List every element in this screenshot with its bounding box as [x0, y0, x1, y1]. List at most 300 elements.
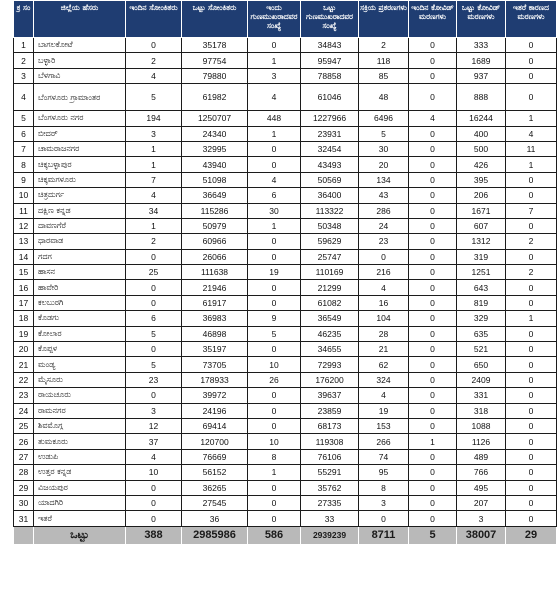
total-deaths-cell: 1689 [457, 53, 506, 68]
other-deaths-cell: 1 [506, 157, 557, 172]
total-deaths-cell: 643 [457, 280, 506, 295]
other-deaths-cell: 0 [506, 68, 557, 83]
other-deaths-cell: 0 [506, 449, 557, 464]
total-deaths-cell: 937 [457, 68, 506, 83]
other-deaths-cell: 0 [506, 249, 557, 264]
total-deaths-cell: 329 [457, 311, 506, 326]
today-infected-cell: 5 [126, 357, 182, 372]
total-deaths-cell: 521 [457, 342, 506, 357]
total-recovered-cell: 76106 [301, 449, 359, 464]
total-district-name-cell: ಒಟ್ಟು [34, 526, 126, 544]
other-deaths-cell: 2 [506, 234, 557, 249]
total-deaths-cell: 766 [457, 465, 506, 480]
other-deaths-cell: 11 [506, 141, 557, 156]
active-cases-cell: 286 [359, 203, 409, 218]
table-row [14, 295, 557, 310]
total-infected-cell: 76669 [182, 449, 248, 464]
total-infected-cell: 73705 [182, 357, 248, 372]
header-active-cases: ಸಕ್ರಿಯ ಪ್ರಕರಣಗಳು [359, 1, 409, 38]
table-row [14, 84, 557, 111]
district-name-cell: ಗದಗ [34, 249, 126, 264]
today-infected-cell: 0 [126, 342, 182, 357]
today-recovered-cell: 0 [248, 418, 301, 433]
today-infected-cell: 0 [126, 249, 182, 264]
today-deaths-cell: 0 [409, 403, 457, 418]
serial-cell: 29 [14, 480, 34, 495]
total-recovered-cell: 119308 [301, 434, 359, 449]
table-row [14, 203, 557, 218]
other-deaths-cell: 0 [506, 495, 557, 510]
today-deaths-cell: 0 [409, 203, 457, 218]
total-infected-cell: 46898 [182, 326, 248, 341]
total-infected-cell: 39972 [182, 388, 248, 403]
total-infected-cell: 60966 [182, 234, 248, 249]
active-cases-cell: 153 [359, 418, 409, 433]
today-recovered-cell: 0 [248, 495, 301, 510]
total-infected-cell: 43940 [182, 157, 248, 172]
total-recovered-cell: 110169 [301, 265, 359, 280]
today-deaths-cell: 0 [409, 280, 457, 295]
other-deaths-cell: 0 [506, 53, 557, 68]
table-row [14, 342, 557, 357]
district-name-cell: ಬೆಳಗಾವಿ [34, 68, 126, 83]
other-deaths-cell: 0 [506, 418, 557, 433]
active-cases-cell: 43 [359, 188, 409, 203]
other-deaths-cell: 0 [506, 434, 557, 449]
today-infected-cell: 3 [126, 403, 182, 418]
total-deaths-cell: 607 [457, 218, 506, 233]
serial-cell: 15 [14, 265, 34, 280]
today-deaths-cell: 0 [409, 418, 457, 433]
total-recovered-cell: 25747 [301, 249, 359, 264]
today-infected-cell: 7 [126, 172, 182, 187]
table-row [14, 53, 557, 68]
header-today-deaths: ಇಂದಿನ ಕೋವಿಡ್ ಮರಣಗಳು [409, 1, 457, 38]
total-recovered-cell: 34843 [301, 38, 359, 53]
today-deaths-cell: 0 [409, 511, 457, 526]
today-recovered-cell: 0 [248, 234, 301, 249]
table-row [14, 403, 557, 418]
district-name-cell: ಯಾದಗಿರಿ [34, 495, 126, 510]
total-infected-cell: 36983 [182, 311, 248, 326]
total-recovered-cell: 72993 [301, 357, 359, 372]
total-recovered-cell: 23859 [301, 403, 359, 418]
serial-cell: 26 [14, 434, 34, 449]
other-deaths-cell: 0 [506, 480, 557, 495]
serial-cell: 16 [14, 280, 34, 295]
district-name-cell: ಕೊಪ್ಪಳ [34, 342, 126, 357]
total-infected-cell: 35178 [182, 38, 248, 53]
total-deaths-cell: 318 [457, 403, 506, 418]
today-infected-cell: 0 [126, 295, 182, 310]
today-recovered-cell: 0 [248, 249, 301, 264]
today-recovered-cell: 0 [248, 280, 301, 295]
today-infected-cell: 4 [126, 68, 182, 83]
district-name-cell: ಧಾರವಾಡ [34, 234, 126, 249]
serial-cell: 23 [14, 388, 34, 403]
total-recovered-cell: 39637 [301, 388, 359, 403]
district-covid-table-frame [13, 0, 549, 600]
table-row [14, 511, 557, 526]
serial-cell: 28 [14, 465, 34, 480]
total-infected-cell: 27545 [182, 495, 248, 510]
today-infected-cell: 23 [126, 372, 182, 387]
today-infected-cell: 3 [126, 126, 182, 141]
district-name-cell: ವಿಜಯಪುರ [34, 480, 126, 495]
today-infected-cell: 0 [126, 280, 182, 295]
active-cases-cell: 24 [359, 218, 409, 233]
today-deaths-cell: 0 [409, 249, 457, 264]
active-cases-cell: 95 [359, 465, 409, 480]
active-cases-cell: 28 [359, 326, 409, 341]
other-deaths-cell: 4 [506, 126, 557, 141]
active-cases-cell: 21 [359, 342, 409, 357]
total-recovered-cell: 68173 [301, 418, 359, 433]
serial-cell: 10 [14, 188, 34, 203]
table-row [14, 326, 557, 341]
total-deaths-cell: 650 [457, 357, 506, 372]
total-deaths-cell: 1251 [457, 265, 506, 280]
header-row [14, 1, 557, 38]
total-deaths-cell: 1126 [457, 434, 506, 449]
total-recovered-cell: 61046 [301, 84, 359, 111]
table-row [14, 418, 557, 433]
total-deaths-cell: 2409 [457, 372, 506, 387]
today-deaths-cell: 0 [409, 465, 457, 480]
district-name-cell: ಹಾಸನ [34, 265, 126, 280]
total-infected-cell: 36265 [182, 480, 248, 495]
total-infected-cell: 120700 [182, 434, 248, 449]
today-recovered-cell: 0 [248, 480, 301, 495]
active-cases-cell: 104 [359, 311, 409, 326]
total-deaths-cell: 16244 [457, 111, 506, 126]
other-deaths-cell: 0 [506, 403, 557, 418]
total-recovered-cell: 50569 [301, 172, 359, 187]
today-infected-cell: 6 [126, 311, 182, 326]
total-recovered-cell: 46235 [301, 326, 359, 341]
total-recovered-cell: 55291 [301, 465, 359, 480]
serial-cell: 20 [14, 342, 34, 357]
header-total-recovered: ಒಟ್ಟು ಗುಣಮುಖರಾದವರ ಸಂಖ್ಯೆ [301, 1, 359, 38]
total-active-cases-cell: 8711 [359, 526, 409, 544]
active-cases-cell: 0 [359, 249, 409, 264]
active-cases-cell: 6496 [359, 111, 409, 126]
today-recovered-cell: 4 [248, 172, 301, 187]
other-deaths-cell: 0 [506, 465, 557, 480]
today-recovered-cell: 9 [248, 311, 301, 326]
serial-cell: 18 [14, 311, 34, 326]
active-cases-cell: 266 [359, 434, 409, 449]
total-infected-cell: 24196 [182, 403, 248, 418]
total-infected-cell: 35197 [182, 342, 248, 357]
today-recovered-cell: 3 [248, 68, 301, 83]
serial-cell: 1 [14, 38, 34, 53]
active-cases-cell: 118 [359, 53, 409, 68]
district-name-cell: ಬೀದರ್ [34, 126, 126, 141]
serial-cell: 2 [14, 53, 34, 68]
table-row [14, 449, 557, 464]
district-name-cell: ಕೊಡಗು [34, 311, 126, 326]
other-deaths-cell: 1 [506, 311, 557, 326]
serial-cell: 13 [14, 234, 34, 249]
district-name-cell: ಬೆಂಗಳೂರು ನಗರ [34, 111, 126, 126]
total-deaths-cell: 3 [457, 511, 506, 526]
district-name-cell: ಉತ್ತರ ಕನ್ನಡ [34, 465, 126, 480]
table-row [14, 372, 557, 387]
today-infected-cell: 25 [126, 265, 182, 280]
total-total-deaths-cell: 38007 [457, 526, 506, 544]
total-infected-cell: 36649 [182, 188, 248, 203]
today-infected-cell: 12 [126, 418, 182, 433]
today-infected-cell: 2 [126, 53, 182, 68]
today-deaths-cell: 0 [409, 265, 457, 280]
total-other-deaths-cell: 29 [506, 526, 557, 544]
table-row [14, 357, 557, 372]
header-total-deaths: ಒಟ್ಟು ಕೋವಿಡ್ ಮರಣಗಳು [457, 1, 506, 38]
serial-cell: 8 [14, 157, 34, 172]
table-row [14, 68, 557, 83]
today-deaths-cell: 0 [409, 157, 457, 172]
today-deaths-cell: 0 [409, 234, 457, 249]
other-deaths-cell: 0 [506, 372, 557, 387]
table-row [14, 265, 557, 280]
total-recovered-cell: 50348 [301, 218, 359, 233]
header-today-infected: ಇಂದಿನ ಸೋಂಕಿತರು [126, 1, 182, 38]
today-recovered-cell: 5 [248, 326, 301, 341]
total-deaths-cell: 495 [457, 480, 506, 495]
total-today-infected-cell: 388 [126, 526, 182, 544]
district-name-cell: ಹಾವೇರಿ [34, 280, 126, 295]
today-infected-cell: 4 [126, 449, 182, 464]
serial-cell: 21 [14, 357, 34, 372]
total-deaths-cell: 319 [457, 249, 506, 264]
other-deaths-cell: 0 [506, 295, 557, 310]
active-cases-cell: 85 [359, 68, 409, 83]
today-recovered-cell: 1 [248, 218, 301, 233]
serial-cell: 11 [14, 203, 34, 218]
district-name-cell: ಚಾಮರಾಜನಗರ [34, 141, 126, 156]
active-cases-cell: 30 [359, 141, 409, 156]
total-deaths-cell: 500 [457, 141, 506, 156]
other-deaths-cell: 2 [506, 265, 557, 280]
today-infected-cell: 1 [126, 218, 182, 233]
active-cases-cell: 2 [359, 38, 409, 53]
table-row [14, 434, 557, 449]
today-infected-cell: 0 [126, 38, 182, 53]
today-infected-cell: 1 [126, 141, 182, 156]
today-infected-cell: 34 [126, 203, 182, 218]
total-recovered-cell: 36549 [301, 311, 359, 326]
serial-cell: 31 [14, 511, 34, 526]
today-deaths-cell: 0 [409, 188, 457, 203]
district-name-cell: ಶಿವಮೊಗ್ಗ [34, 418, 126, 433]
total-recovered-cell: 1227966 [301, 111, 359, 126]
active-cases-cell: 134 [359, 172, 409, 187]
table-row [14, 388, 557, 403]
total-total-infected-cell: 2985986 [182, 526, 248, 544]
total-today-recovered-cell: 586 [248, 526, 301, 544]
today-deaths-cell: 0 [409, 218, 457, 233]
active-cases-cell: 8 [359, 480, 409, 495]
total-infected-cell: 115286 [182, 203, 248, 218]
active-cases-cell: 216 [359, 265, 409, 280]
today-infected-cell: 37 [126, 434, 182, 449]
other-deaths-cell: 0 [506, 84, 557, 111]
district-name-cell: ಚಿಕ್ಕಮಗಳೂರು [34, 172, 126, 187]
total-recovered-cell: 36400 [301, 188, 359, 203]
total-infected-cell: 79880 [182, 68, 248, 83]
district-name-cell: ಮೈಸೂರು [34, 372, 126, 387]
active-cases-cell: 23 [359, 234, 409, 249]
district-name-cell: ಉಡುಪಿ [34, 449, 126, 464]
today-deaths-cell: 0 [409, 141, 457, 156]
today-deaths-cell: 0 [409, 172, 457, 187]
header-other-deaths: ಇತರೆ ಕಾರಣದ ಮರಣಗಳು [506, 1, 557, 38]
total-deaths-cell: 1671 [457, 203, 506, 218]
total-infected-cell: 56152 [182, 465, 248, 480]
district-name-cell: ಬೆಂಗಳೂರು ಗ್ರಾಮಾಂತರ [34, 84, 126, 111]
table-body [14, 38, 557, 545]
table-row [14, 234, 557, 249]
serial-cell: 19 [14, 326, 34, 341]
serial-cell: 5 [14, 111, 34, 126]
today-recovered-cell: 0 [248, 511, 301, 526]
table-row [14, 38, 557, 53]
serial-cell: 25 [14, 418, 34, 433]
active-cases-cell: 19 [359, 403, 409, 418]
today-deaths-cell: 0 [409, 480, 457, 495]
table-row [14, 188, 557, 203]
district-name-cell: ಇತರೆ [34, 511, 126, 526]
today-recovered-cell: 30 [248, 203, 301, 218]
other-deaths-cell: 1 [506, 111, 557, 126]
district-covid-table [13, 0, 557, 545]
serial-cell: 3 [14, 68, 34, 83]
serial-cell: 12 [14, 218, 34, 233]
total-deaths-cell: 819 [457, 295, 506, 310]
district-name-cell: ರಾಮನಗರ [34, 403, 126, 418]
total-infected-cell: 50979 [182, 218, 248, 233]
total-deaths-cell: 635 [457, 326, 506, 341]
table-row [14, 280, 557, 295]
total-recovered-cell: 32454 [301, 141, 359, 156]
total-infected-cell: 26066 [182, 249, 248, 264]
total-deaths-cell: 207 [457, 495, 506, 510]
total-row [14, 526, 557, 544]
today-infected-cell: 4 [126, 188, 182, 203]
total-recovered-cell: 59629 [301, 234, 359, 249]
other-deaths-cell: 0 [506, 357, 557, 372]
today-infected-cell: 0 [126, 495, 182, 510]
total-infected-cell: 61982 [182, 84, 248, 111]
today-deaths-cell: 4 [409, 111, 457, 126]
district-name-cell: ಚಿಕ್ಕಬಳ್ಳಾಪುರ [34, 157, 126, 172]
total-deaths-cell: 206 [457, 188, 506, 203]
other-deaths-cell: 0 [506, 511, 557, 526]
district-name-cell: ರಾಯಚೂರು [34, 388, 126, 403]
district-name-cell: ತುಮಕೂರು [34, 434, 126, 449]
table-row [14, 172, 557, 187]
today-deaths-cell: 0 [409, 68, 457, 83]
other-deaths-cell: 0 [506, 388, 557, 403]
total-infected-cell: 61917 [182, 295, 248, 310]
today-recovered-cell: 6 [248, 188, 301, 203]
active-cases-cell: 324 [359, 372, 409, 387]
today-recovered-cell: 19 [248, 265, 301, 280]
total-deaths-cell: 426 [457, 157, 506, 172]
district-name-cell: ಚಿತ್ರದುರ್ಗ [34, 188, 126, 203]
serial-cell: 9 [14, 172, 34, 187]
total-deaths-cell: 888 [457, 84, 506, 111]
header-district: ಜಿಲ್ಲೆಯ ಹೆಸರು [34, 1, 126, 38]
today-recovered-cell: 4 [248, 84, 301, 111]
total-serial-cell [14, 526, 34, 544]
today-deaths-cell: 0 [409, 295, 457, 310]
total-deaths-cell: 333 [457, 38, 506, 53]
total-recovered-cell: 113322 [301, 203, 359, 218]
table-row [14, 218, 557, 233]
today-recovered-cell: 0 [248, 38, 301, 53]
today-deaths-cell: 0 [409, 357, 457, 372]
active-cases-cell: 5 [359, 126, 409, 141]
today-deaths-cell: 0 [409, 326, 457, 341]
active-cases-cell: 4 [359, 388, 409, 403]
today-deaths-cell: 0 [409, 388, 457, 403]
table-row [14, 249, 557, 264]
table-row [14, 465, 557, 480]
today-deaths-cell: 0 [409, 84, 457, 111]
active-cases-cell: 3 [359, 495, 409, 510]
today-deaths-cell: 0 [409, 38, 457, 53]
today-infected-cell: 5 [126, 326, 182, 341]
district-name-cell: ದಾವಣಗೆರೆ [34, 218, 126, 233]
total-infected-cell: 69414 [182, 418, 248, 433]
today-infected-cell: 0 [126, 480, 182, 495]
today-deaths-cell: 0 [409, 372, 457, 387]
total-deaths-cell: 1312 [457, 234, 506, 249]
serial-cell: 14 [14, 249, 34, 264]
total-recovered-cell: 78858 [301, 68, 359, 83]
other-deaths-cell: 0 [506, 172, 557, 187]
table-row [14, 111, 557, 126]
other-deaths-cell: 0 [506, 38, 557, 53]
today-deaths-cell: 1 [409, 434, 457, 449]
today-recovered-cell: 10 [248, 434, 301, 449]
total-infected-cell: 24340 [182, 126, 248, 141]
table-row [14, 126, 557, 141]
table-row [14, 311, 557, 326]
total-infected-cell: 1250707 [182, 111, 248, 126]
today-recovered-cell: 448 [248, 111, 301, 126]
table-row [14, 495, 557, 510]
serial-cell: 17 [14, 295, 34, 310]
today-deaths-cell: 0 [409, 495, 457, 510]
today-recovered-cell: 0 [248, 157, 301, 172]
today-recovered-cell: 0 [248, 342, 301, 357]
total-recovered-cell: 95947 [301, 53, 359, 68]
total-recovered-cell: 176200 [301, 372, 359, 387]
today-deaths-cell: 0 [409, 126, 457, 141]
today-deaths-cell: 0 [409, 311, 457, 326]
other-deaths-cell: 0 [506, 188, 557, 203]
table-row [14, 157, 557, 172]
total-deaths-cell: 331 [457, 388, 506, 403]
district-name-cell: ಮಂಡ್ಯ [34, 357, 126, 372]
today-infected-cell: 0 [126, 388, 182, 403]
header-today-recovered: ಇಂದು ಗುಣಮುಖರಾದವರ ಸಂಖ್ಯೆ [248, 1, 301, 38]
district-name-cell: ದಕ್ಷಿಣ ಕನ್ನಡ [34, 203, 126, 218]
today-recovered-cell: 26 [248, 372, 301, 387]
